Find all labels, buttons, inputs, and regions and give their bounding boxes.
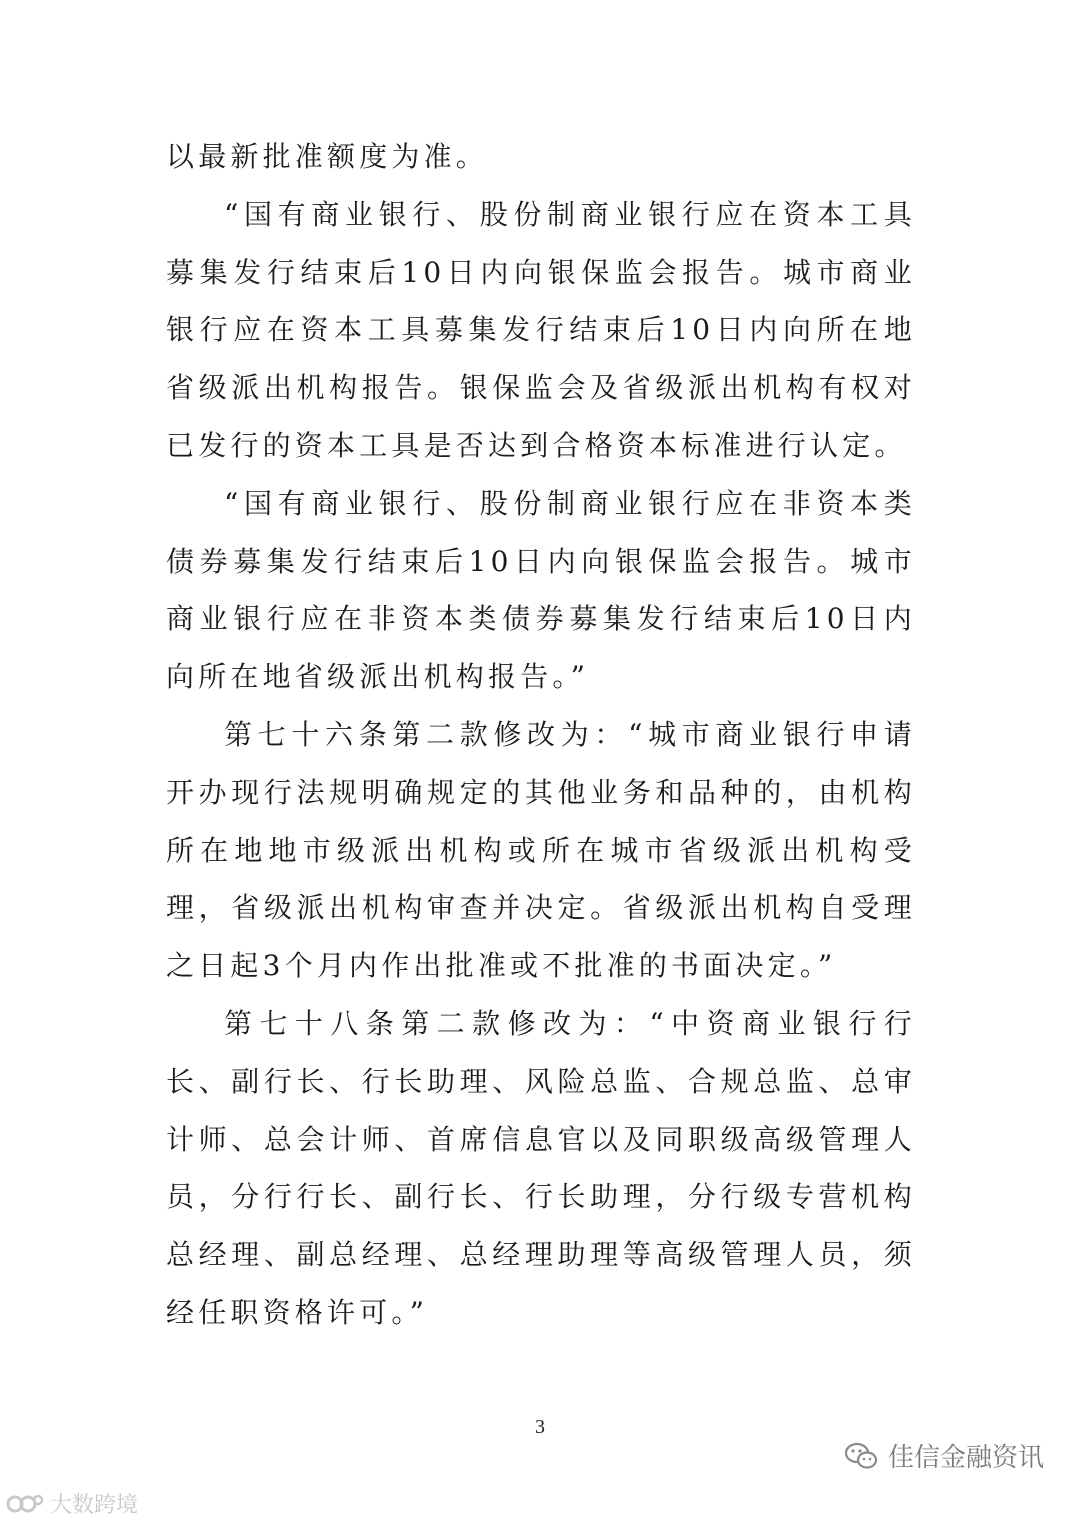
paragraph-2: “国有商业银行、股份制商业银行应在资本工具募集发行结束后10日内向银保监会报告。城市商业银行应在资本工具募集发行结束后10日内向所在地省级派出机构报告。银保监会及省级派出机构有权对已发行的资本工具是否达到合格资本标准进行认定。 bbox=[166, 197, 916, 462]
watermark-right-text: 佳信金融资讯 bbox=[887, 1443, 1044, 1473]
dashuju-logo-icon bbox=[6, 1491, 44, 1517]
watermark-right bbox=[844, 1437, 1044, 1474]
paragraph-5: 第七十八条第二款修改为：“中资商业银行行长、副行长、行长助理、风险总监、合规总监、总审计师、总会计师、首席信息官以及同职级高级管理人员，分行行长、副行长、行长助理，分行级专营机构总经理、副总经理、总经理助理等高级管理人员，须经任职资格许可。” bbox=[166, 1006, 916, 1329]
document-body bbox=[166, 128, 916, 1342]
watermark-left bbox=[6, 1488, 138, 1519]
paragraph-1: 以最新批准额度为准。 bbox=[166, 140, 489, 173]
page-number: 3 bbox=[535, 1416, 545, 1438]
paragraph-3: “国有商业银行、股份制商业银行应在非资本类债券募集发行结束后10日内向银保监会报告。城市商业银行应在非资本类债券募集发行结束后10日内向所在地省级派出机构报告。” bbox=[166, 486, 916, 694]
paragraph-4: 第七十六条第二款修改为：“城市商业银行申请开办现行法规明确规定的其他业务和品种的，由机构所在地地市级派出机构或所在城市省级派出机构受理，省级派出机构审查并决定。省级派出机构自受理之日起3个月内作出批准或不批准的书面决定。” bbox=[166, 717, 916, 983]
watermark-left-text: 大数跨境 bbox=[50, 1493, 139, 1518]
wechat-icon bbox=[844, 1441, 878, 1471]
